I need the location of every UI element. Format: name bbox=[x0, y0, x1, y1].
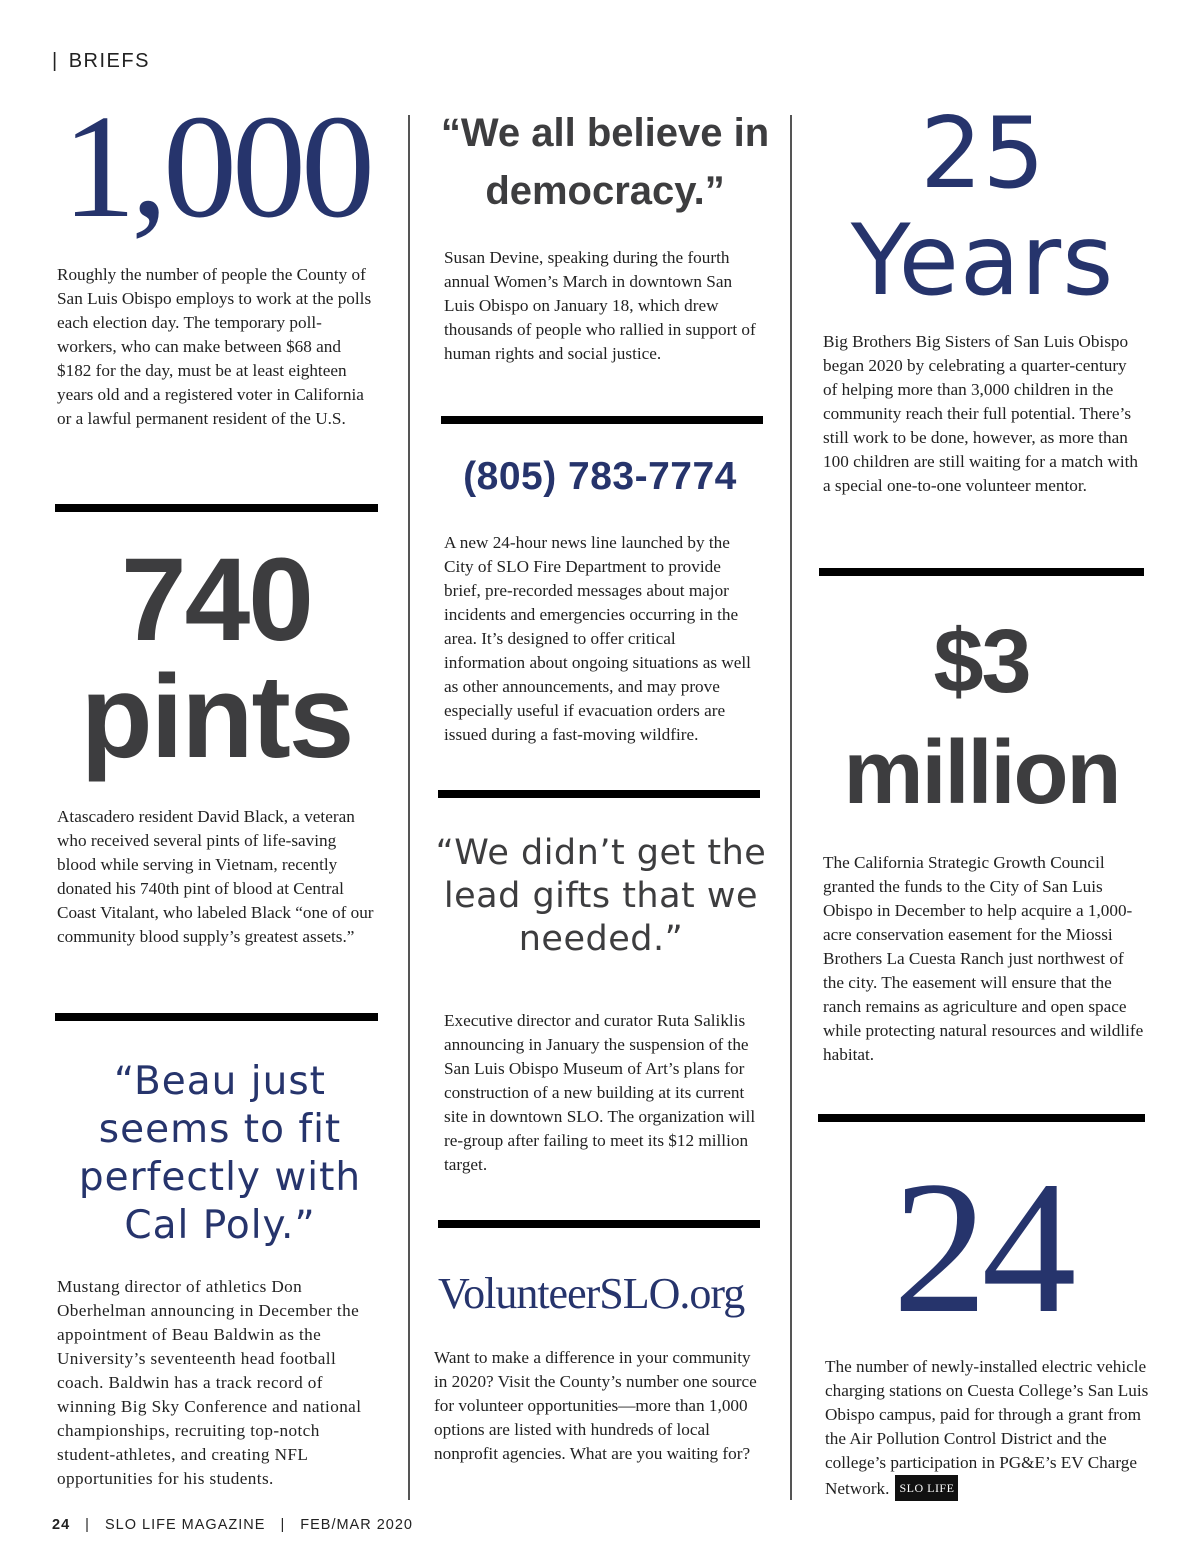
publication-name: SLO LIFE MAGAZINE bbox=[104, 1517, 266, 1533]
rule-col2-1 bbox=[441, 416, 763, 424]
phone-text: A new 24-hour news line launched by the City of SLO Fire Department to provide brief, pre-recorded messages about major incidents and emergencies occurring in the area. It’s designed to offer critical information about ongoing situations as well as other announcements, and may prove especially useful if evacuation orders are issued during a fast-moving wildfire. bbox=[444, 533, 751, 744]
stat-figure-24: 24 bbox=[892, 1143, 1071, 1353]
volunteer-website: VolunteerSLO.org bbox=[438, 1269, 745, 1318]
stat-figure-740-number: 740 bbox=[121, 534, 312, 666]
quote-beau: “Beau just seems to fit perfectly with Cal Poly.” bbox=[78, 1059, 362, 1248]
stat-text-24-body: The number of newly-installed electric vehicle charging stations on Cuesta College’s San Luis Obispo campus, paid for through a grant from the Air Pollution Control District and the college’s participation in PG&E’s EV Charge Network. bbox=[825, 1357, 1149, 1498]
rule-col2-2 bbox=[438, 790, 760, 798]
column-divider-right bbox=[790, 115, 792, 1500]
stat-text-1000: Roughly the number of people the County of San Luis Obispo employs to work at the polls each election day. The temporary poll-workers, who can make between $68 and $182 for the day, must be at least eighteen years old and a registered voter in California or a lawful permanent resident of the U.S. bbox=[57, 265, 372, 428]
stat-figure-25-number: 25 bbox=[920, 97, 1045, 211]
issue-date: FEB/MAR 2020 bbox=[300, 1517, 413, 1533]
page-footer bbox=[52, 1517, 413, 1533]
stat-figure-740-unit: pints bbox=[80, 651, 353, 783]
phone-number: (805) 783-7774 bbox=[463, 455, 737, 498]
stat-text-3m: The California Strategic Growth Council granted the funds to the City of San Luis Obispo in December to help acquire a 1,000-acre conservation easement for the Miossi Brothers La Cuesta Ranch just northwest of the city. The easement will ensure that the ranch remains as agriculture and open space while protecting natural resources and wildlife habitat. bbox=[823, 853, 1144, 1064]
quote-lead-gifts: “We didn’t get the lead gifts that we needed.” bbox=[435, 833, 767, 959]
rule-col1-1 bbox=[55, 504, 378, 512]
stat-figure-1000: 1,000 bbox=[62, 85, 370, 249]
quote-democracy-caption: Susan Devine, speaking during the fourth annual Women’s March in downtown San Luis Obispo on January 18, which drew thousands of people who rallied in support of human rights and social justice. bbox=[444, 248, 756, 363]
column-divider-left bbox=[408, 115, 410, 1500]
volunteer-text: Want to make a difference in your community in 2020? Visit the County’s number one source for volunteer opportunities—more than 1,000 options are listed with hundreds of local nonprofit agencies. What are you waiting for? bbox=[434, 1348, 757, 1463]
page-number: 24 bbox=[52, 1517, 71, 1533]
slo-life-end-mark: SLO LIFE bbox=[895, 1475, 958, 1501]
quote-lead-gifts-caption: Executive director and curator Ruta Saliklis announcing in January the suspension of the San Luis Obispo Museum of Art’s plans for construction of a new building at its current site in downtown SLO. The organization will re-group after failing to meet its $12 million target. bbox=[444, 1011, 756, 1174]
footer-separator: | bbox=[280, 1517, 286, 1533]
rule-col3-2 bbox=[818, 1114, 1145, 1122]
stat-figure-25-unit: Years bbox=[850, 204, 1115, 318]
stat-text-740: Atascadero resident David Black, a veteran who received several pints of life-saving blood while serving in Vietnam, recently donated his 740th pint of blood at Central Coast Vitalant, who labeled Black “one of our community blood supply’s greatest assets.” bbox=[57, 807, 374, 946]
section-divider: | bbox=[52, 50, 59, 72]
rule-col2-3 bbox=[438, 1220, 760, 1228]
stat-figure-3m-unit: million bbox=[843, 723, 1120, 823]
section-title: BRIEFS bbox=[68, 50, 150, 72]
rule-col1-2 bbox=[55, 1013, 378, 1021]
stat-text-25: Big Brothers Big Sisters of San Luis Obispo began 2020 by celebrating a quarter-century of helping more than 3,000 children in the community reach their full potential. There’s still work to be done, however, as more than 100 children are still waiting for a match with a special one-to-one volunteer mentor. bbox=[823, 332, 1139, 495]
stat-text-24 bbox=[825, 1355, 1155, 1501]
quote-democracy: “We all believe in democracy.” bbox=[440, 111, 770, 213]
section-label bbox=[52, 50, 150, 73]
rule-col3-1 bbox=[819, 568, 1144, 576]
footer-separator: | bbox=[85, 1517, 90, 1533]
stat-figure-3m-number: $3 bbox=[933, 612, 1030, 712]
quote-beau-caption: Mustang director of athletics Don Oberhelman announcing in December the appointment of Beau Baldwin as the University’s seventeenth head football coach. Baldwin has a track record of winning Big Sky Conference and national championships, recruiting top-notch student-athletes, and creating NFL opportunities for his students. bbox=[57, 1277, 362, 1488]
